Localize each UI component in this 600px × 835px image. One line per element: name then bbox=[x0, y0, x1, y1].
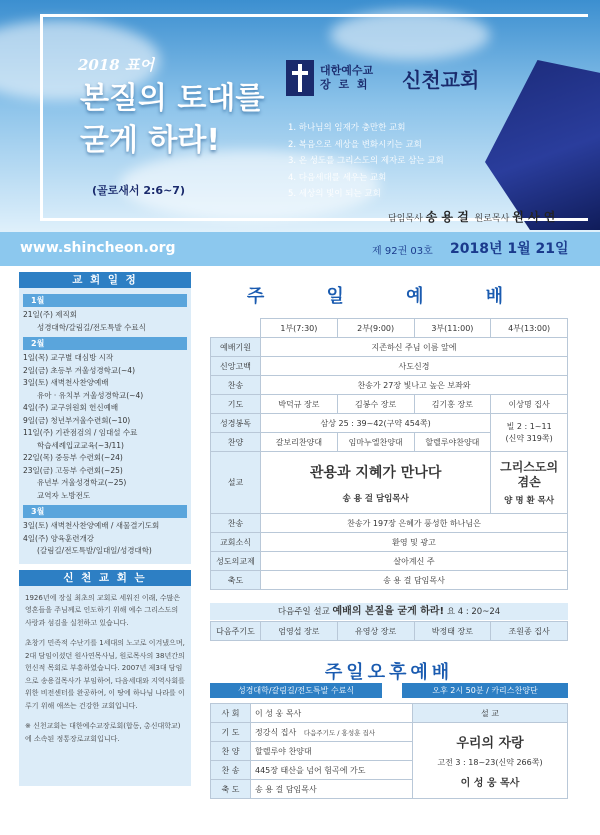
schedule-item: 교역자 노방전도 bbox=[37, 490, 91, 500]
table-row bbox=[211, 357, 568, 376]
table-row bbox=[211, 338, 568, 357]
goal-item: 2. 복음으로 세상을 변화시키는 교회 bbox=[288, 139, 422, 150]
next-sermon bbox=[210, 603, 568, 620]
table-row bbox=[211, 704, 568, 723]
row-value: 살아계신 주 bbox=[261, 552, 568, 571]
sermon-preacher: 송 용 걸 담임목사 bbox=[342, 493, 409, 504]
row-value: 유영상 장로 bbox=[337, 622, 414, 641]
goal-item: 4. 다음세대를 세우는 교회 bbox=[288, 172, 387, 183]
goal-item: 1. 하나님의 임재가 충만한 교회 bbox=[288, 123, 406, 133]
row-value: 갈보리찬양대 bbox=[261, 433, 338, 452]
table-row bbox=[211, 414, 568, 433]
row-label: 교회소식 bbox=[211, 533, 261, 552]
table-row bbox=[211, 452, 568, 514]
schedule-item: 성경대학/갈림길/전도특발 수료식 bbox=[37, 322, 146, 332]
pastor-name: 송 용 걸 bbox=[425, 210, 469, 224]
pm-sermon-label: 설 교 bbox=[413, 704, 568, 723]
row-label: 성경봉독 bbox=[211, 414, 261, 433]
sermon-preacher: 양 명 환 목사 bbox=[504, 495, 555, 506]
table-row bbox=[211, 723, 568, 742]
next-title: 예배의 본질을 굳게 하라! bbox=[332, 606, 445, 617]
pm-next-prayer: 다음주기도 / 홍성훈 집사 bbox=[303, 728, 376, 737]
table-row bbox=[211, 533, 568, 552]
next-label: 다음주일 설교 bbox=[277, 607, 330, 617]
row-label: 찬송 bbox=[211, 376, 261, 395]
row-value: 엄영섭 장로 bbox=[261, 622, 338, 641]
table-row bbox=[211, 319, 568, 338]
row-value: 사도신경 bbox=[261, 357, 568, 376]
schedule-item: 유년부 겨울성경학교(~25) bbox=[37, 478, 127, 487]
month-header: 1월 bbox=[23, 294, 187, 307]
row-value bbox=[251, 723, 413, 742]
row-value: 할렐루야찬양대 bbox=[414, 433, 491, 452]
row-value: 조원종 집사 bbox=[491, 622, 568, 641]
intro-paragraph: ※ 신천교회는 대한예수교장로회(합동, 총신대학교)에 소속된 정통장로교회입니다. bbox=[25, 722, 181, 743]
emeritus-name: 원 사 연 bbox=[512, 210, 556, 224]
row-value: 임마누엘찬양대 bbox=[337, 433, 414, 452]
sermon-title: 그리스도의 bbox=[500, 459, 559, 474]
row-label: 기 도 bbox=[211, 723, 251, 742]
col-header: 3부(11:00) bbox=[414, 319, 491, 338]
row-value: 찬송가 27장 빛나고 높은 보좌와 bbox=[261, 376, 568, 395]
denomination bbox=[320, 64, 392, 92]
sidebar bbox=[19, 272, 191, 786]
intro-paragraph: 1926년에 장실 최초의 교회로 세워진 이래, 수많은 영혼들을 주님께로 인도하기 위해 예수 그리스도의 사랑과 섬김을 실천하고 있습니다. bbox=[25, 593, 181, 627]
sermon-title: 관용과 지혜가 만나다 bbox=[309, 464, 442, 481]
pm-sermon-preacher: 이 성 웅 목사 bbox=[460, 778, 520, 789]
month-header: 2월 bbox=[23, 337, 187, 350]
row-value: 445장 태산을 넘어 험곡에 가도 bbox=[251, 761, 413, 780]
row-value: 이상명 집사 bbox=[491, 395, 568, 414]
pm-right-bar: 오후 2시 50분 / 카리스찬양단 bbox=[402, 683, 568, 698]
pm-worship-title: 주일오후예배 bbox=[324, 662, 454, 683]
reading-ref: 빌 2 : 1~11 bbox=[506, 421, 552, 431]
row-value bbox=[491, 414, 568, 452]
pm-prayer: 정강식 집사 bbox=[255, 727, 297, 737]
pm-sermon bbox=[413, 723, 568, 799]
row-label: 신앙고백 bbox=[211, 357, 261, 376]
intro-paragraph: 초창기 민족적 수난기를 1세대의 노고로 이겨냈으며, 2대 담임이셨던 원사연목사님, 원로목사의 38년간의 헌신적 목회로 부흥하였습니다. 2007년 제3대 담임으로 송용걸목사가 부임하여, 다음세대와 지역사회를 위한 비전센터를 완공하여, 이 땅에 하나님 나라를 이루기 위해 애쓰는 건강한 교회입니다. bbox=[25, 639, 185, 710]
sermon-main bbox=[261, 452, 491, 514]
schedule-item: 학습세례입교교육(~3/11) bbox=[37, 440, 124, 450]
goal-item: 5. 세상의 빛이 되는 교회 bbox=[288, 189, 381, 199]
row-label: 찬송 bbox=[211, 514, 261, 533]
next-verse: 요 4 : 20~24 bbox=[446, 607, 501, 617]
table-row bbox=[211, 552, 568, 571]
row-label: 기도 bbox=[211, 395, 261, 414]
motto-line: 굳게 하라! bbox=[80, 123, 221, 158]
schedule-title: 교 회 일 정 bbox=[19, 272, 191, 288]
schedule-item: (갈림길/전도특발/일대일/성경대학) bbox=[37, 546, 152, 555]
col-header: 1부(7:30) bbox=[261, 319, 338, 338]
row-value: 할렐루야 찬양대 bbox=[251, 742, 413, 761]
denom-line: 장 로 회 bbox=[320, 78, 370, 91]
schedule-item: 11일(주) 기관점검의 / 임대설 수료 bbox=[23, 428, 138, 437]
bulletin-date: 2018년 1월 21일 bbox=[450, 241, 569, 257]
pastors bbox=[388, 208, 555, 225]
goal-item: 3. 온 성도를 그리스도의 제자로 삼는 교회 bbox=[288, 156, 444, 166]
row-label: 찬 송 bbox=[211, 761, 251, 780]
table-row bbox=[211, 395, 568, 414]
row-value: 환영 및 광고 bbox=[261, 533, 568, 552]
year-motto-label: 2018 표어 bbox=[78, 56, 154, 74]
row-value: 찬송가 197장 은혜가 풍성한 하나님은 bbox=[261, 514, 568, 533]
row-value: 송 용 걸 담임목사 bbox=[251, 780, 413, 799]
row-label: 다음주기도 bbox=[211, 622, 261, 641]
row-value: 지존하신 주님 이름 앞에 bbox=[261, 338, 568, 357]
row-label: 설교 bbox=[211, 452, 261, 514]
pm-left-bar: 성경대학/갈림길/전도특발 수료식 bbox=[210, 683, 382, 698]
schedule-item: 4일(주) 양육훈련개강 bbox=[23, 533, 94, 543]
issue-number: 제 92권 03호 bbox=[372, 246, 433, 257]
schedule-item: 3일(토) 새벽천사찬양예배 / 새물결기도회 bbox=[23, 521, 160, 530]
intro-title: 신 천 교 회 는 bbox=[19, 570, 191, 586]
schedule-list bbox=[19, 288, 191, 564]
col-header: 4부(13:00) bbox=[491, 319, 568, 338]
blank-cell bbox=[211, 319, 261, 338]
motto-line: 본질의 토대를 bbox=[80, 81, 265, 116]
table-row bbox=[211, 514, 568, 533]
schedule-item: 유아 · 유치부 겨울성경학교(~4) bbox=[37, 390, 144, 400]
website-link[interactable]: www.shincheon.org bbox=[20, 240, 176, 256]
schedule-item: 1일(목) 교구별 대심방 시작 bbox=[23, 353, 114, 362]
pm-sermon-title: 우리의 자랑 bbox=[456, 736, 524, 751]
table-row bbox=[211, 571, 568, 590]
motto bbox=[80, 78, 264, 162]
row-label: 성도의교제 bbox=[211, 552, 261, 571]
schedule-item: 4일(주) 교구위원회 헌신예배 bbox=[23, 403, 119, 412]
row-label: 찬 양 bbox=[211, 742, 251, 761]
row-value: 박정태 장로 bbox=[414, 622, 491, 641]
table-row bbox=[211, 376, 568, 395]
schedule-item: 3일(토) 새벽천사찬양예배 bbox=[23, 378, 109, 387]
pm-table bbox=[210, 703, 568, 799]
row-value: 삼상 25 : 39~42(구약 454쪽) bbox=[261, 414, 491, 433]
church-logo bbox=[286, 60, 479, 96]
row-value: 이 성 웅 목사 bbox=[251, 704, 413, 723]
row-label: 축도 bbox=[211, 571, 261, 590]
pastor-label: 담임목사 bbox=[388, 214, 423, 224]
row-label: 예배기원 bbox=[211, 338, 261, 357]
schedule-item: 2일(금) 초등부 겨울성경학교(~4) bbox=[23, 365, 135, 375]
church-name: 신천교회 bbox=[402, 67, 480, 92]
church-intro bbox=[19, 586, 191, 786]
church-goals bbox=[288, 120, 444, 203]
sermon-4th bbox=[491, 452, 568, 514]
row-label: 축 도 bbox=[211, 780, 251, 799]
row-value: 송 용 걸 담임목사 bbox=[261, 571, 568, 590]
schedule-item: 21일(주) 제직회 bbox=[23, 310, 78, 319]
row-label: 찬양 bbox=[211, 433, 261, 452]
worship-table bbox=[210, 318, 568, 590]
next-prayer-table bbox=[210, 621, 568, 641]
schedule-item: 23일(금) 고등부 수련회(~25) bbox=[23, 465, 123, 475]
worship-title: 주 일 예 배 bbox=[246, 286, 532, 307]
emeritus-label: 원로목사 bbox=[474, 214, 510, 224]
row-value: 김봉수 장로 bbox=[337, 395, 414, 414]
cross-icon bbox=[286, 60, 314, 96]
col-header: 2부(9:00) bbox=[337, 319, 414, 338]
header-banner bbox=[0, 0, 600, 232]
motto-verse: (골로새서 2:6~7) bbox=[92, 184, 185, 197]
schedule-item: 9일(금) 청년부겨울수련회(~10) bbox=[23, 415, 131, 425]
sermon-title: 겸손 bbox=[517, 474, 541, 489]
pm-sermon-verse: 고전 3 : 18~23(신약 266쪽) bbox=[437, 758, 543, 767]
table-row bbox=[211, 622, 568, 641]
row-label: 사 회 bbox=[211, 704, 251, 723]
denom-line: 대한예수교 bbox=[320, 64, 374, 77]
schedule-item: 22일(목) 중등부 수련회(~24) bbox=[23, 453, 123, 462]
reading-ref: (신약 319쪽) bbox=[505, 433, 553, 443]
row-value: 김기홍 장로 bbox=[414, 395, 491, 414]
month-header: 3월 bbox=[23, 505, 187, 518]
row-value: 박덕규 장로 bbox=[261, 395, 338, 414]
